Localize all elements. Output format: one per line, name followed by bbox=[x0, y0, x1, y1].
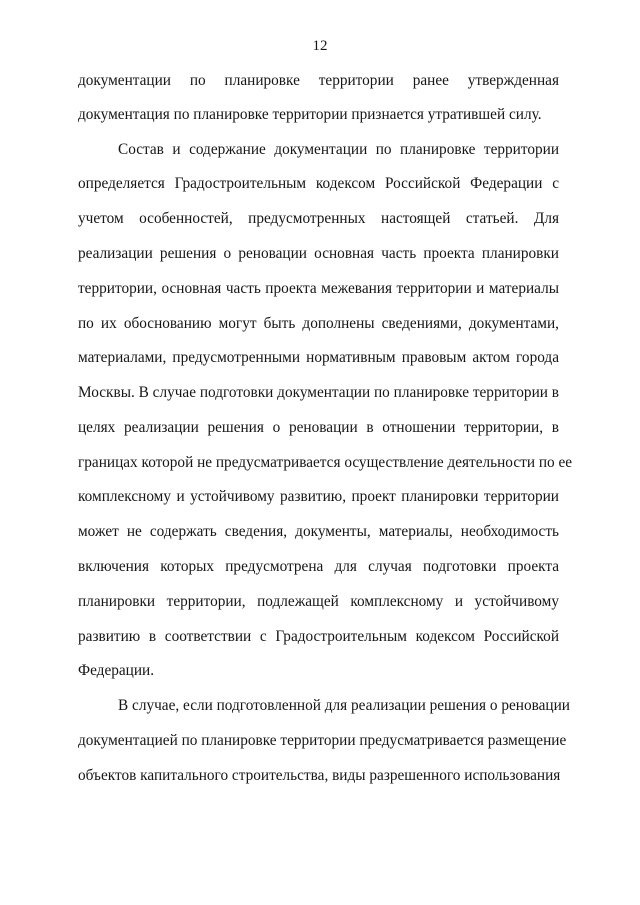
text-line: по их обоснованию могут быть дополнены сведениями, документами, bbox=[78, 315, 559, 332]
text-line: целях реализации решения о реновации в отношении территории, в bbox=[78, 419, 559, 436]
text-line: Состав и содержание документации по планировке территории bbox=[118, 141, 559, 158]
text-line: планировки территории, подлежащей комплексному и устойчивому bbox=[78, 593, 559, 610]
text-line: Москвы. В случае подготовки документации по планировке территории в bbox=[78, 384, 559, 401]
text-line: реализации решения о реновации основная часть проекта планировки bbox=[78, 245, 559, 262]
text-line: территории, основная часть проекта межевания территории и материалы bbox=[78, 280, 559, 297]
text-line: границах которой не предусматривается осуществление деятельности по ее bbox=[78, 454, 573, 471]
text-line: документацией по планировке территории предусматривается размещение bbox=[78, 732, 567, 749]
text-line: включения которых предусмотрена для случая подготовки проекта bbox=[78, 558, 559, 575]
text-line: документация по планировке территории признается утратившей силу. bbox=[78, 106, 542, 123]
page-number: 12 bbox=[312, 38, 328, 54]
text-line: комплексному и устойчивому развитию, проект планировки территории bbox=[78, 488, 559, 505]
text-line: развитию в соответствии с Градостроительным кодексом Российской bbox=[78, 628, 559, 645]
text-line: может не содержать сведения, документы, материалы, необходимость bbox=[78, 523, 559, 540]
text-line: В случае, если подготовленной для реализации решения о реновации bbox=[118, 697, 570, 714]
text-line: документации по планировке территории ранее утвержденная bbox=[78, 72, 559, 89]
text-line: материалами, предусмотренными нормативным правовым актом города bbox=[78, 349, 559, 366]
text-line: объектов капитального строительства, виды разрешенного использования bbox=[78, 767, 561, 784]
text-line: учетом особенностей, предусмотренных настоящей статьей. Для bbox=[78, 210, 559, 227]
text-line: Федерации. bbox=[78, 662, 155, 679]
text-line: определяется Градостроительным кодексом Российской Федерации с bbox=[78, 175, 559, 192]
